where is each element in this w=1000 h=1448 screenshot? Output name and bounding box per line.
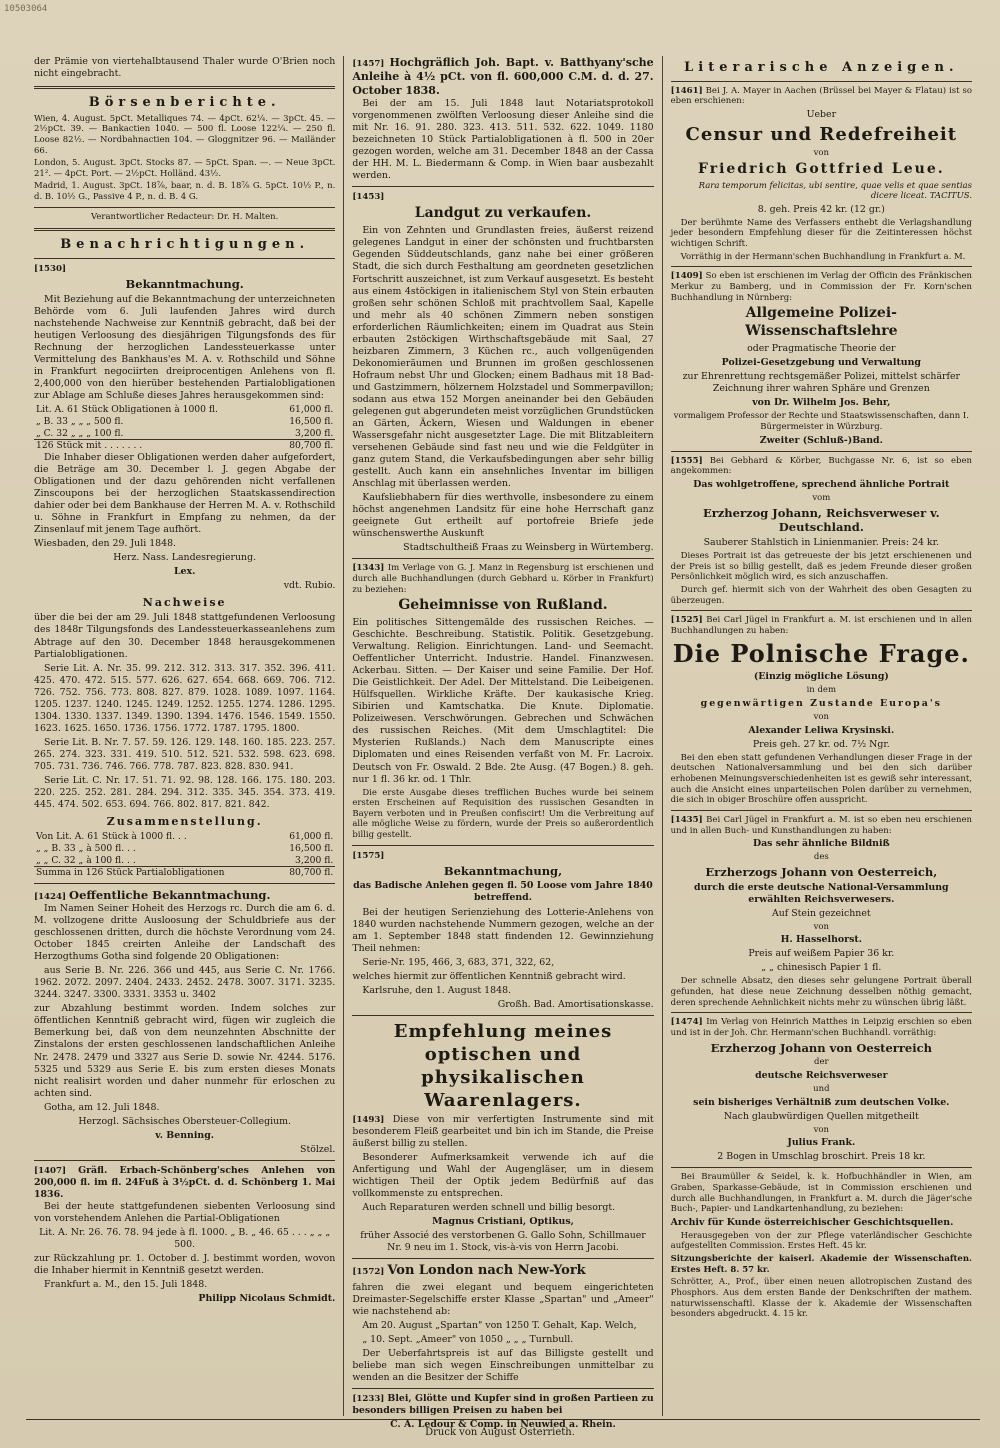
ad-subtitle: das Badische Anlehen gegen fl. 50 Loose vom Jahre 1840 betreffend. bbox=[353, 880, 653, 904]
divider bbox=[34, 207, 335, 208]
ad-1435 bbox=[671, 815, 972, 1008]
divider bbox=[34, 228, 335, 231]
ad-small-word: von bbox=[813, 148, 830, 159]
ad-signature: Lex. bbox=[173, 566, 196, 578]
divider bbox=[671, 266, 972, 267]
ad-title: Oeffentliche Bekanntmachung. bbox=[69, 888, 271, 903]
ad-head: Bei J. A. Mayer in Aachen (Brüssel bei Mayer & Flatau) ist so eben erschienen: bbox=[670, 85, 972, 107]
ad-signature: v. Benning. bbox=[155, 1129, 215, 1141]
ad-subtitle: oder Pragmatische Theorie der bbox=[747, 343, 896, 355]
zusammen-heading: Zusammenstellung. bbox=[106, 814, 263, 828]
redacteur-line: Verantwortlicher Redacteur: Dr. H. Malten. bbox=[91, 211, 279, 222]
ad-signature: Stölzel. bbox=[300, 1143, 336, 1155]
divider bbox=[34, 86, 335, 89]
ad-signature: Magnus Cristiani, Optikus, bbox=[432, 1216, 574, 1228]
ad-text: Der schnelle Absatz, den dieses sehr gelungene Portrait überall gefunden, hat diese neue Zeichnung desselben nöthig gemacht, deren sprechende Aehnlichkeit nichts mehr zu wünschen übrig läßt. bbox=[670, 976, 972, 1008]
ad-note: Die erste Ausgabe dieses trefflichen Buches wurde bei seinem ersten Erscheinen auf Requisition des russischen Gesandten in Bayern verboten und in Preußen confiscirt! Um die Verbreitung auf alle mögliche Weise zu fördern, wurde der Preis so außerordentlich billig gestellt. bbox=[352, 787, 654, 841]
divider bbox=[352, 1258, 653, 1259]
ad-head: Bei Carl Jügel in Frankfurt a. M. ist so eben neu erschienen und in allen Buch- und Kunsthandlungen zu haben: bbox=[670, 814, 972, 836]
ad-1575 bbox=[352, 850, 653, 1011]
nachweise-heading: Nachweise bbox=[142, 596, 227, 610]
ad-text: Vorräthig in der Hermann'schen Buchhandlung in Frankfurt a. M. bbox=[680, 251, 966, 262]
ad-1457 bbox=[352, 56, 653, 182]
ad-tag: [1493] bbox=[352, 1114, 385, 1125]
ad-subtitle: sein bisheriges Verhältniß zum deutschen Volke. bbox=[693, 1096, 950, 1108]
zusammen-table bbox=[34, 831, 335, 879]
divider bbox=[352, 845, 653, 846]
ad-tag: [1409] bbox=[670, 271, 703, 282]
ad-signature: Herz. Nass. Landesregierung. bbox=[113, 552, 257, 564]
ad-1461 bbox=[671, 86, 972, 263]
ad-head: Bei Gebhard & Körber, Buchgasse Nr. 6, ist so eben angekommen: bbox=[670, 455, 972, 477]
ad-title: Censur und Redefreiheit bbox=[685, 124, 958, 146]
table-row: „ B. 33 „ „ „ 500 fl. 16,500 fl. bbox=[36, 415, 334, 427]
ad-title: Erzherzog Johann, Reichsverweser v. Deutschland. bbox=[702, 505, 940, 535]
ad-subtitle: deutsche Reichsverweser bbox=[755, 1069, 888, 1081]
ad-title: Von London nach New-York bbox=[387, 1263, 586, 1279]
ad-1572 bbox=[352, 1263, 653, 1384]
ad-title: Die Polnische Frage. bbox=[672, 638, 970, 668]
ad-text: Dieses Portrait ist das getreueste der bis jetzt erschienenen und der Preis ist so billig gestellt, daß es jedem Freunde dieser großen Persönlichkeit möglich wird, es sich anzuschaffen. bbox=[670, 551, 972, 583]
boerse-line: London, 5. August. 3pCt. Stocks 87. — 5pCt. Span. —. — Neue 3pCt. 21². — 4pCt. Port. — 2½pCt. Holländ. 43½. bbox=[34, 158, 336, 179]
ad-title: Sitzungsberichte der kaiserl. Akademie der Wissenschaften. Erstes Heft. 8. 57 kr. bbox=[670, 1254, 972, 1275]
ad-signature: Großh. Bad. Amortisationskasse. bbox=[497, 998, 654, 1010]
divider bbox=[671, 1012, 972, 1013]
ad-text: Der Ueberfahrtspreis ist auf das Billigste gestellt und beliebe man sich wegen Einschreibungen unmittelbar zu wenden an die Besitzer der Schiffe bbox=[352, 1348, 654, 1384]
table-total-row: Summa in 126 Stück Partialobligationen 80,700 fl. bbox=[36, 867, 334, 879]
archive-stamp: 10503064 bbox=[4, 4, 48, 14]
ad-subtitle: gegenwärtigen Zustande Europa's bbox=[700, 697, 942, 709]
ad-small-word: von bbox=[813, 711, 830, 722]
ad-subtitle: Polizei-Gesetzgebung und Verwaltung bbox=[721, 357, 921, 369]
ad-title: Geheimnisse von Rußland. bbox=[398, 597, 608, 614]
ad-subtitle: (Einzig mögliche Lösung) bbox=[753, 671, 889, 683]
ad-address: früher Associé des verstorbenen G. Gallo Sohn, Schillmauer Nr. 9 neu im 1. Stock, vis-à-vis von Herrn Jacobi. bbox=[360, 1230, 646, 1254]
ad-text: Bei der heute stattgefundenen siebenten Verloosung sind von vorstehendem Anlehen die Partial-Obligationen bbox=[34, 1200, 336, 1224]
ad-1409 bbox=[671, 271, 972, 446]
ad-small-word: der bbox=[814, 1057, 829, 1068]
ad-price: 2 Bogen in Umschlag broschirt. Preis 18 kr. bbox=[717, 1151, 926, 1163]
ad-text: welches hiermit zur öffentlichen Kenntniß gebracht wird. bbox=[352, 970, 626, 982]
ad-author: von Dr. Wilhelm Jos. Behr, bbox=[752, 397, 891, 409]
ad-head: Bei Carl Jügel in Frankfurt a. M. ist erschienen und in allen Buchhandlungen zu haben: bbox=[670, 615, 972, 636]
ad-place: Frankfurt a. M., den 15. Juli 1848. bbox=[44, 1279, 208, 1291]
ad-1407 bbox=[34, 1165, 335, 1305]
divider bbox=[671, 81, 972, 82]
divider bbox=[352, 558, 653, 559]
ad-price: 8. geh. Preis 42 kr. (12 gr.) bbox=[757, 203, 885, 215]
ad-text: fahren die zwei elegant und bequem eingerichteten Dreimaster-Segelschiffe erster Klasse „Spartan" und „Ameer" wie nachstehend ab: bbox=[352, 1281, 654, 1317]
ad-head: Im Verlag von Heinrich Matthes in Leipzig erschien so eben und ist in der Joh. Chr. Hermann'schen Buchhandl. vorräthig: bbox=[670, 1017, 972, 1038]
serie-list: Serie Lit. A. Nr. 35. 99. 212. 312. 313. 317. 352. 396. 411. 425. 470. 472. 515. 577. 626. 627. 654. 668. 669. 706. 712. 726. 752. 756. 773. 808. 827. 879. 1028. 1089. 1097. 1164. 1205. 1237. 1240. 1245. 1249. 1252. 1255. 1274. 1286. 1295. 1304. 1330. 1337. 1349. 1390. 1394. 1476. 1546. 1549. 1550. 1623. 1625. 1650. 1736. 1756. 1772. 1787. 1795. 1800. bbox=[34, 662, 336, 734]
ad-title: Allgemeine Polizei-Wissenschaftslehre bbox=[745, 305, 898, 340]
serie-list: Serie Lit. C. Nr. 17. 51. 71. 92. 98. 128. 166. 175. 180. 203. 220. 225. 252. 281. 284. 294. 312. 335. 345. 354. 373. 419. 445. 474. 502. 653. 694. 766. 802. 817. 821. 842. bbox=[34, 774, 336, 810]
table-row: „ „ C. 32 „ à 100 fl. . . 3,200 fl. bbox=[36, 854, 334, 866]
ad-title: Erzherzogs Johann von Oesterreich, bbox=[705, 864, 938, 879]
ad-title: Bekanntmachung. bbox=[125, 276, 244, 291]
ad-author: Alexander Leliwa Krysinski. bbox=[748, 724, 895, 736]
ad-subtitle: Auf Stein gezeichnet bbox=[771, 907, 871, 919]
ad-1453 bbox=[352, 191, 653, 554]
ad-subtitle: Das wohlgetroffene, sprechend ähnliche Portrait bbox=[693, 478, 950, 490]
ad-band: Zweiter (Schluß-)Band. bbox=[759, 434, 883, 446]
ad-subtitle: durch die erste deutsche National-Versammlung erwählten Reichsverwesers. bbox=[694, 881, 949, 905]
ad-subtitle: Nach glaubwürdigen Quellen mitgetheilt bbox=[723, 1110, 919, 1122]
column-2 bbox=[343, 56, 661, 1431]
ad-text: Mit Beziehung auf die Bekanntmachung der unterzeichneten Behörde vom 6. Juli laufenden Jahres wird durch nachstehende Nachweise zur Kenntniß gebracht, daß bei der heutigen Verloosung des diesjährigen Tilgungsfonds des für Rechnung der herzoglichen Landessteuerkasse unter Vermittelung des Bankhaus'es M. A. v. Rothschild und Söhne in Frankfurt negociirten dreiprocentigen Anlehens von fl. 2,400,000 von den hierüber bestehenden Partialobligationen zur Ablage am Schluße dieses Jahres herausgekommen sind: bbox=[34, 293, 336, 401]
ad-price: Preis geh. 27 kr. od. 7½ Ngr. bbox=[752, 738, 890, 750]
ad-tag: [1407] bbox=[34, 1165, 67, 1176]
serie-list: aus Serie B. Nr. 226. 366 und 445, aus Serie C. Nr. 1766. 1962. 2072. 2097. 2404. 2433. 2452. 2478. 3007. 3171. 3235. 3244. 3247. 3300. 3331. 3353 u. 3402 bbox=[34, 965, 336, 1001]
column-1 bbox=[26, 56, 343, 1416]
boerse-line: Madrid, 1. August. 3pCt. 18⅞, baar, n. d. B. 18⅞ G. 5pCt. 10½ P., n. d. B. 10½ G., Passive 4 P., n. d. B. 4 G. bbox=[34, 181, 336, 203]
ad-text: Herausgegeben von der zur Pflege vaterländischer Geschichte aufgestellten Commission. Erstes Heft. 45 kr. bbox=[670, 1230, 972, 1252]
ad-small-word: in dem bbox=[806, 685, 837, 696]
ad-small-word: von bbox=[813, 921, 830, 932]
ad-author: Friedrich Gottfried Leue. bbox=[698, 160, 945, 177]
table-row: Von Lit. A. 61 Stück à 1000 fl. . . 61,000 fl. bbox=[36, 831, 334, 843]
ad-text: Durch gef. hiermit sich von der Wahrheit des oben Gesagten zu überzeugen. bbox=[670, 584, 972, 606]
table-total-row: 126 Stück mit . . . . . . . 80,700 fl. bbox=[36, 440, 334, 452]
ad-text: Der berühmte Name des Verfassers enthebt die Verlagshandlung jeder besondern Empfehlung dieser für die Zeitinteressen höchst wichtigen Schrift. bbox=[670, 217, 972, 250]
ad-small-word: vom bbox=[812, 492, 831, 503]
ad-head: Im Verlage von G. J. Manz in Regensburg ist erschienen und durch alle Buchhandlungen (durch Gebhard u. Körber in Frankfurt) zu beziehen: bbox=[352, 563, 654, 595]
ad-small-word: und bbox=[813, 1083, 830, 1094]
ad-motto: Rara temporum felicitas, ubi sentire, quae velis et quae sentias dicere liceat. TACITUS. bbox=[698, 180, 972, 202]
ad-subtitle: Sauberer Stahlstich in Linienmanier. Preis: 24 kr. bbox=[703, 537, 940, 549]
column-3 bbox=[662, 56, 980, 1416]
ad-tag: [1525] bbox=[670, 615, 703, 626]
ad-tag: [1530] bbox=[34, 263, 67, 274]
ad-text: Diese von mir verfertigten Instrumente sind mit besonderem Fleiß gearbeitet und bin ich im Stande, die Preise äußerst billig zu stellen. bbox=[352, 1113, 654, 1149]
ad-author-title: vormaligem Professor der Rechte und Staatswissenschaften, dann I. Bürgermeister in Würzburg. bbox=[673, 411, 969, 432]
ad-small-word: des bbox=[813, 852, 829, 863]
divider bbox=[26, 1419, 980, 1420]
ad-signature: Stadtschultheiß Fraas zu Weinsberg in Würtemberg. bbox=[403, 542, 654, 554]
ad-text: Besonderer Aufmerksamkeit verwende ich auf die Anfertigung und Wahl der Augengläser, um in diesem wichtigen Theil der Optik jedem Bedürfniß auf das vollkommenste zu entsprechen. bbox=[352, 1151, 654, 1200]
divider bbox=[34, 1160, 335, 1161]
ad-text: Die Inhaber dieser Obligationen werden daher aufgefordert, die Beträge am 30. December l. J. gegen Abgabe der Obligationen und der dazu gehörenden nicht verfallenen Zinscoupons bei der herzoglichen Staatskassendirection dahier oder bei dem Bankhause der Herren M. A. v. Rothschild u. Söhne in Frankfurt in Empfang zu nehmen, da der Zinsenlauf mit jenem Tage aufhört. bbox=[34, 452, 336, 536]
ad-author: Julius Frank. bbox=[787, 1137, 856, 1149]
literary-heading: Literarische Anzeigen. bbox=[684, 60, 959, 75]
ad-tag: [1457] bbox=[352, 59, 385, 69]
ad-1233 bbox=[352, 1393, 653, 1431]
sailing-line: „ 10. Sept. „Ameer" von 1050 „ „ „ Turnbull. bbox=[362, 1333, 574, 1345]
serie-list: Serie-Nr. 195, 466, 3, 683, 371, 322, 62, bbox=[362, 956, 555, 968]
boerse-heading: Börsenberichte. bbox=[88, 95, 281, 111]
ad-text: Bei den eben statt gefundenen Verhandlungen dieser Frage in der deutschen Nationalversammlung und bei den sich darüber erhobenen Meinungsverschiedenheiten ist es gewiß sehr interessant, auch die Ansicht eines unparteiischen Polen darüber zu vernehmen, die sich in obiger Broschüre offen ausspricht. bbox=[670, 752, 972, 806]
ad-tag: [1343] bbox=[352, 563, 385, 574]
ad-subtitle: Das sehr ähnliche Bildniß bbox=[752, 838, 890, 850]
serie-list: Lit. A. Nr. 26. 76. 78. 94 jede à fl. 1000. „ B. „ 46. 65 . . . „ „ „ 500. bbox=[39, 1226, 331, 1250]
ad-text: zur Abzahlung bestimmt worden. Indem solches zur öffentlichen Kenntniß gebracht wird, fügen wir zugleich die Bemerkung bei, daß von dem neunzehnten Abschnitte der Zinstalons der ersten geschlossenen landschaftlichen Anleihe Nr. 2478. 2479 und 3327 aus Serie D. sowie Nr. 4244. 5176. 5325 und 5329 aus Serie E. bis zum ersten dieses Monats nicht realisirt worden und daher nunmehr für erloschen zu achten sind. bbox=[34, 1003, 336, 1099]
divider bbox=[352, 1015, 653, 1016]
ad-tag: [1461] bbox=[670, 85, 703, 96]
ad-text: über die bei der am 29. Juli 1848 stattgefundenen Verloosung des 1848r Tilgungsfonds des Landessteuerkasseanlehens zum Abtrage auf den 30. December 1848 herausgekommenen Partialobligationen. bbox=[34, 612, 336, 660]
ad-text: Schrötter, A., Prof., über einen neuen allotropischen Zustand des Phosphors. Aus dem ersten Bande der Denkschriften der mathem. naturwissenschaftl. Klasse der k. Akademie der Wissenschaften besonders abgedruckt. 4. 15 kr. bbox=[670, 1277, 972, 1320]
ad-signature: vdt. Rubio. bbox=[283, 580, 336, 592]
ad-1474 bbox=[671, 1017, 972, 1163]
sailing-line: Am 20. August „Spartan" von 1250 T. Gehalt, Kap. Welch, bbox=[362, 1319, 637, 1331]
serie-list: Serie Lit. B. Nr. 7. 57. 59. 126. 129. 148. 160. 185. 223. 257. 265. 274. 323. 331. 419. 510. 512. 521. 532. 598. 623. 698. 705. 731. 736. 746. 766. 778. 787. 823. 828. 830. 941. bbox=[34, 736, 336, 772]
divider bbox=[671, 451, 972, 452]
ad-1493 bbox=[352, 1020, 653, 1254]
divider bbox=[352, 1388, 653, 1389]
intro-text: der Prämie von viertehalbtausend Thaler wurde O'Brien noch nicht eingebracht. bbox=[34, 56, 336, 80]
ad-signature: Philipp Nicolaus Schmidt. bbox=[198, 1293, 336, 1305]
ad-head: So eben ist erschienen im Verlag der Officin des Fränkischen Merkur zu Bamberg, und in Commission der Fr. Korn'schen Buchhandlung in Nürnberg: bbox=[670, 271, 972, 303]
ad-1530 bbox=[34, 263, 335, 879]
ad-small-word: von bbox=[813, 1124, 830, 1135]
ad-tag: [1453] bbox=[352, 192, 385, 203]
ad-price: Preis auf weißem Papier 36 kr. bbox=[748, 948, 895, 960]
divider bbox=[352, 186, 653, 187]
ad-1525 bbox=[671, 615, 972, 806]
ad-tag: [1233] bbox=[352, 1394, 385, 1405]
ad-title: Archiv für Kunde österreichischer Geschichtsquellen. bbox=[670, 1216, 954, 1228]
ad-text: Kaufsliebhabern für dies werthvolle, insbesondere zu einem höchst angenehmen Landsitz für eine hohe Herrschaft ganz geeignete Gut ertheilt auf portofreie Briefe jede wünschenswerthe Auskunft bbox=[352, 492, 654, 540]
ad-signature: Herzogl. Sächsisches Obersteuer-Collegium. bbox=[78, 1115, 291, 1127]
ad-braumueller bbox=[671, 1172, 972, 1320]
ad-title: Bekanntmachung, bbox=[443, 863, 563, 878]
ad-1555 bbox=[671, 456, 972, 607]
divider bbox=[34, 883, 335, 884]
divider bbox=[671, 1167, 972, 1168]
ad-price: „ „ chinesisch Papier 1 fl. bbox=[761, 962, 882, 974]
ad-tag: [1555] bbox=[670, 455, 703, 466]
ad-tag: [1474] bbox=[670, 1017, 703, 1028]
ad-text: zur Rückzahlung pr. 1. October d. J. bestimmt worden, wovon die Inhaber hiermit in Kenntniß gesetzt werden. bbox=[34, 1252, 336, 1276]
divider bbox=[34, 258, 335, 259]
ad-title: Hochgräflich Joh. Bapt. v. Batthyany'sche Anleihe à 4½ pCt. von fl. 600,000 C.M. d. d. 27. October 1838. bbox=[352, 56, 654, 98]
ad-title: Gräfl. Erbach-Schönberg'sches Anlehen von 200,000 fl. im fl. 24Fuß à 3½pCt. d. d. Schönberg 1. Mai 1836. bbox=[34, 1164, 336, 1200]
ad-title: Empfehlung meines optischen und physikalischen Waarenlagers. bbox=[393, 1020, 613, 1111]
ad-tag: [1572] bbox=[352, 1267, 385, 1278]
ad-text: Ein politisches Sittengemälde des russischen Reiches. — Geschichte. Beschreibung. Statistik. Politik. Gesetzgebung. Verwaltung. Religion. Einrichtungen. Land- und Seemacht. Oeffentlicher Unterricht. Industrie. Handel. Finanzwesen. Ackerbau. Sitten. — Der Kaiser und seine Familie. Der Hof. Die Geistlichkeit. Der Adel. Der Mittelstand. Die Leibeigenen. Hülfsquellen. Wirkliche Kräfte. Der kaukasische Krieg. Sibirien und Kamtschatka. Die Knute. Diplomatie. Polizeiwesen. Verschwörungen. Gebrechen und Schwächen des russischen Reiches. (Mit dem Umschlagtitel: Die Mysterien Rußlands.) Nach dem Manuscripte eines Diplomaten und eines Reisenden verfaßt von M. Fr. Lacroix. Deutsch von Fr. Oswald. 2 Bde. 2te Ausg. (47 Bogen.) 8. geh. nur 1 fl. 36 kr. od. 1 Thlr. bbox=[352, 617, 654, 785]
ad-head: Bei Braumüller & Seidel, k. k. Hofbuchhändler in Wien, am Graben, Sparkasse-Gebäude, ist in Commission erschienen und durch alle Buchhandlungen, in Frankfurt a. M. durch die Jäger'sche Buch-, Papier- und Landkartenhandlung, zu beziehen: bbox=[670, 1172, 972, 1215]
boerse-line: Wien, 4. August. 5pCt. Metalliques 74. — 4pCt. 62¼. — 3pCt. 45. — 2½pCt. 39. — Bankactien 1040. — 500 fl. Loose 122¼. — 250 fl. Loose 82½. — Nordbahnactien 104. — Gloggnitzer 96. — Mailänder 66. bbox=[34, 113, 336, 156]
ad-place: Gotha, am 12. Juli 1848. bbox=[44, 1101, 160, 1113]
ad-subtitle: zur Ehrenrettung rechtsgemäßer Polizei, mittelst schärfer Zeichnung ihrer wahren Sphäre und Grenzen bbox=[682, 371, 961, 395]
ad-1343 bbox=[352, 563, 653, 840]
divider bbox=[671, 610, 972, 611]
ad-signature: C. A. Ledour & Comp. in Neuwied a. Rhein. bbox=[390, 1419, 616, 1431]
divider bbox=[671, 810, 972, 811]
ad-tag: [1435] bbox=[670, 814, 703, 825]
table-row: „ „ B. 33 „ à 500 fl. . . 16,500 fl. bbox=[36, 842, 334, 854]
ad-text: Auch Reparaturen werden schnell und billig besorgt. bbox=[362, 1202, 616, 1214]
ad-place: Wiesbaden, den 29. Juli 1848. bbox=[34, 538, 177, 550]
ad-text: Bei der am 15. Juli 1848 laut Notariatsprotokoll vorgenommenen zwölften Verloosung dieser Anleihe sind die mit Nr. 16. 91. 280. 323. 413. 511. 532. 622. 1049. 1180 bezeichneten 10 Stück Partialobligationen à fl. 500 in 20er gezogen worden, welche am 31. December 1848 an der Cassa der HH. M. L. Biedermann & Comp. in Wien baar ausbezahlt werden. bbox=[352, 98, 654, 182]
printer-footer: Druck von August Osterrieth. bbox=[425, 1427, 575, 1438]
benach-heading: Benachrichtigungen. bbox=[60, 237, 310, 253]
ad-title: Landgut zu verkaufen. bbox=[414, 205, 592, 222]
ad-tag: [1575] bbox=[352, 850, 385, 861]
ad-author: H. Hasselhorst. bbox=[780, 934, 862, 946]
ad-text: Blei, Glötte und Kupfer sind in großen Partieen zu besonders billigen Preisen zu haben bei bbox=[352, 1393, 654, 1417]
ad-title: Erzherzog Johann von Oesterreich bbox=[710, 1040, 932, 1055]
table-row: Lit. A. 61 Stück Obligationen à 1000 fl. 61,000 fl. bbox=[36, 403, 334, 415]
table-row: „ C. 32 „ „ „ 100 fl. 3,200 fl. bbox=[36, 427, 334, 439]
ad-1424 bbox=[34, 888, 335, 1156]
obligation-table bbox=[34, 404, 335, 452]
ad-text: Ein von Zehnten und Grundlasten freies, äußerst reizend gelegenes Landgut in einer der schönsten und fruchtbarsten Gegenden Süddeutschlands, ganz nahe bei einer größeren Stadt, die sich durch Festhaltung am geordneten gesetzlichen Fortschritt auszeichnet, ist zum Verkauf ausgesetzt. Es besteht aus einem 4stöckigen in italienischem Styl von Stein erbauten großen sehr schönen Schloß mit prachtvollem Saal, Kapelle und mehr als 40 schönen Zimmern neben sonstigen erforderlichen Räumlichkeiten; einem im Quadrat aus Stein erbauten 2stöckigen Wirthschaftsgebäude mit Saal, 27 heizbaren Zimmern, 3 Küchen rc., auch vollgenügenden Dekonomieräumen und Brunnen im großen geschlossenen Hofraum nebst Uhr und Glocken; einem Badhaus mit 18 Bad- und Gastzimmern, hölzernem Holzstadel und Sommerpavillon; sodann aus etwa 152 Morgen aneinander bei den Gebäuden gelegenen gut abgerundeten meist vorzüglichen Grundstücken an Gärten, Äckern, Wiesen und Waldungen in ebener Wassersgefahr nicht ausgesetzter Lage. Die mit Blitzableitern versehenen Gebäude sind fast neu und wie die Feldgüter in ganz gutem Stand, die Verkaufsbedingungen aber sehr billig gestellt. Auch kann ein ansehnliches Inventar im billigen Anschlag mit überlassen werden. bbox=[352, 225, 654, 490]
ad-text: Im Namen Seiner Hoheit des Herzogs rc. Durch die am 6. d. M. vollzogene dritte Ausloosung der Schuldbriefe aus der geschlossenen dritten, durch die höchste Verordnung vom 24. October 1845 creirten Anleihe der Landschaft des Herzogthums Gotha sind folgende 20 Obligationen: bbox=[34, 903, 336, 963]
ad-small-word: Ueber bbox=[806, 108, 837, 120]
ad-place: Karlsruhe, den 1. August 1848. bbox=[362, 984, 512, 996]
ad-text: Bei der heutigen Serienziehung des Lotterie-Anlehens von 1840 wurden nachstehende Nummern gezogen, welche an der am 1. September 1848 statt findenden 12. Gewinnziehung Theil nehmen: bbox=[352, 906, 654, 954]
columns bbox=[26, 56, 980, 1431]
ad-tag: [1424] bbox=[34, 892, 67, 903]
